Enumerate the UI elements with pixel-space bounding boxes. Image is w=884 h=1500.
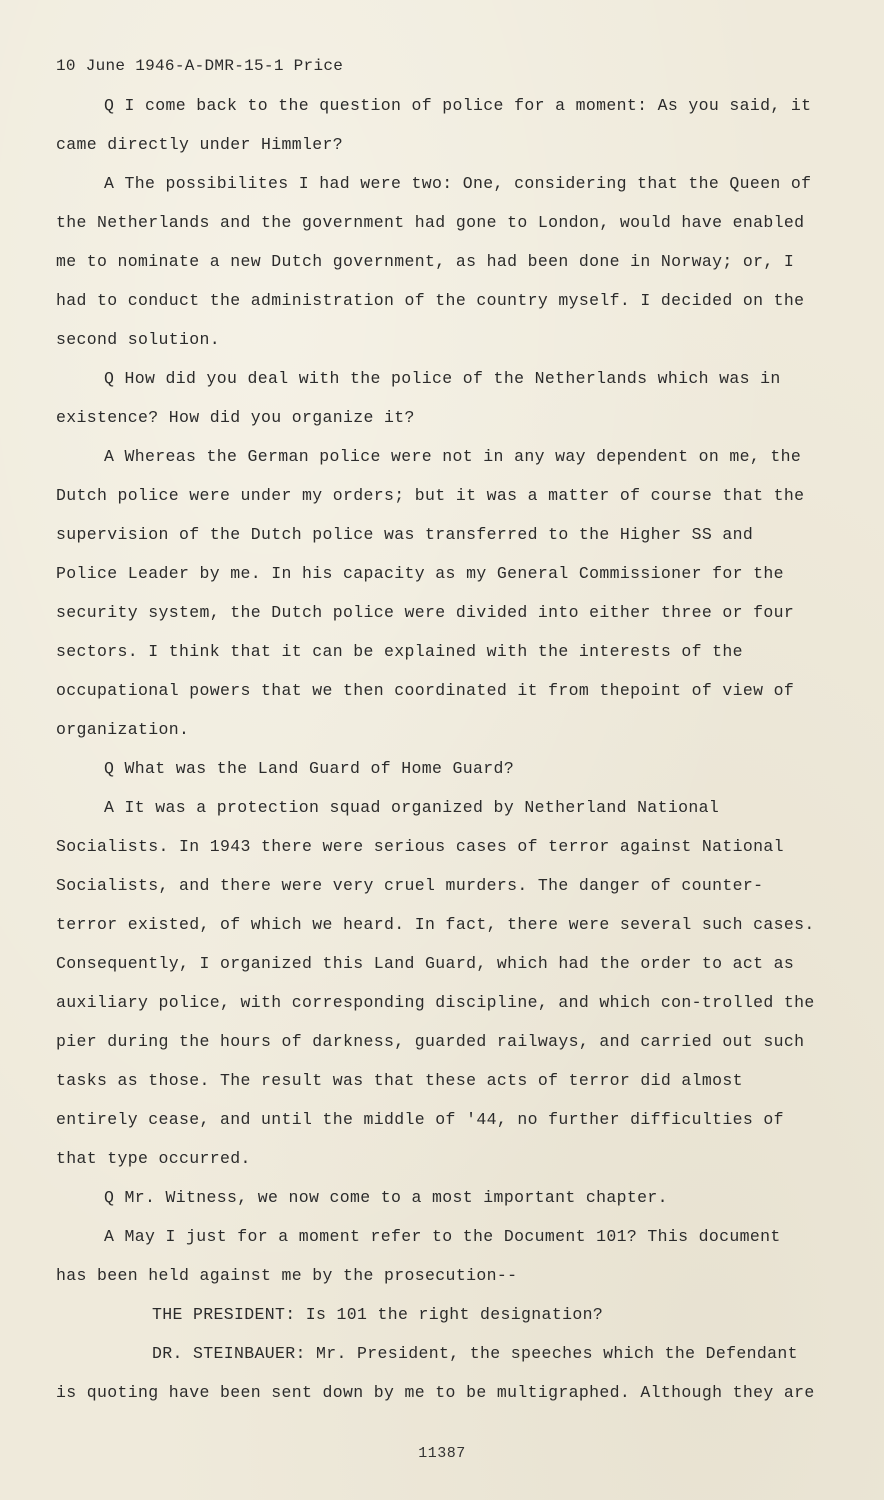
document-header: 10 June 1946-A-DMR-15-1 Price — [56, 57, 344, 75]
transcript-body — [56, 86, 816, 1412]
paragraph-q-dutch-police: Q How did you deal with the police of the Netherlands which was in existence? How did you organize it? — [56, 369, 781, 427]
paragraph-a-document-101: A May I just for a moment refer to the Document 101? This document has been held against me by the prosecution-- — [56, 1227, 781, 1285]
paragraph-q-witness: Q Mr. Witness, we now come to a most important chapter. — [104, 1188, 668, 1207]
paragraph-q-land-guard: Q What was the Land Guard of Home Guard? — [104, 759, 515, 778]
paragraph-a-possibilities: A The possibilites I had were two: One, considering that the Queen of the Netherlands and the government had gone to London, would have enabled me to nominate a new Dutch government, as had been done in Norway; or, I had to conduct the administration of the country myself. I decided on the second solution. — [56, 174, 812, 349]
paragraph-president: THE PRESIDENT: Is 101 the right designation? — [152, 1305, 604, 1324]
paragraph-a-german-police: A Whereas the German police were not in any way dependent on me, the Dutch police were under my orders; but it was a matter of course that the supervision of the Dutch police was transferred to the Higher SS and Police Leader by me. In his capacity as my General Commissioner for the security system, the Dutch police were divided into either three or four sectors. I think that it can be explained with the interests of the occupational powers that we then coordinated it from thepoint of view of organization. — [56, 447, 805, 739]
paragraph-steinbauer: DR. STEINBAUER: Mr. President, the speeches which the Defendant is quoting have been sent down by me to be multigraphed. Although they are — [56, 1344, 815, 1402]
paragraph-a-protection-squad: A It was a protection squad organized by Netherland National Socialists. In 1943 there were serious cases of terror against National Socialists, and there were very cruel murders. The danger of counter-terror existed, of which we heard. In fact, there were several such cases. Consequently, I organized this Land Guard, which had the order to act as auxiliary police, with corresponding discipline, and which con-trolled the pier during the hours of darkness, guarded railways, and carried out such tasks as those. The result was that these acts of terror did almost entirely cease, and until the middle of '44, no further difficulties of that type occurred. — [56, 798, 815, 1168]
page-number: 11387 — [418, 1445, 466, 1462]
paragraph-q-police: Q I come back to the question of police for a moment: As you said, it came directly under Himmler? — [56, 96, 812, 154]
